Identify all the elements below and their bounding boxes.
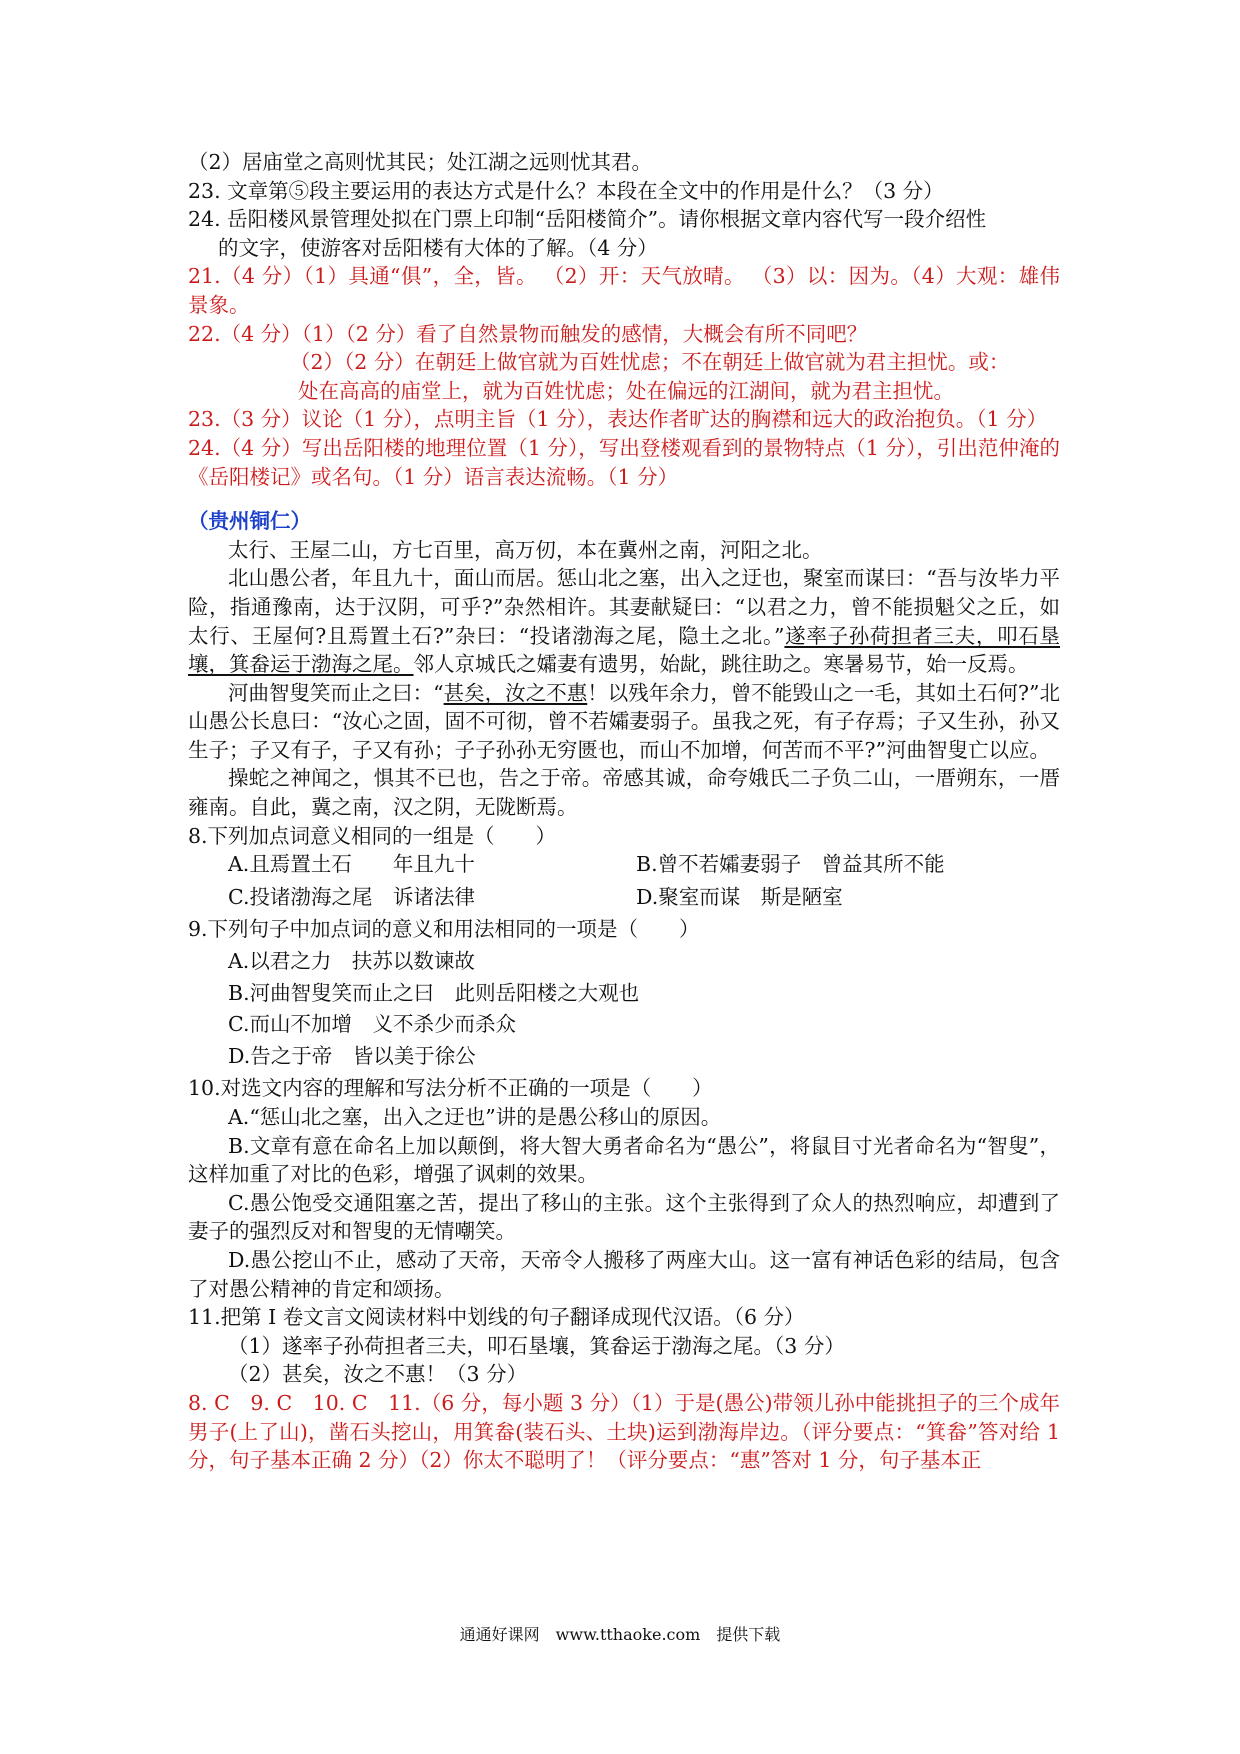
underlined-sentence-1: 遂率子孙荷担者三夫，叩石垦壤，箕畚运于渤海之尾。	[188, 623, 1060, 677]
option-c: C.投诸渤海之尾 诉诸法律	[228, 884, 475, 909]
question-24: 24. 岳阳楼风景管理处拟在门票上印制“岳阳楼简介”。请你根据文章内容代写一段介绍性	[188, 207, 987, 232]
passage-paragraph-2	[188, 564, 1060, 678]
answer-22-part2: （2）（2 分）在朝廷上做官就为百姓忧虑；不在朝廷上做官就为君主担忧。或：	[290, 350, 1010, 375]
passage-text: 邻人京城氏之孀妻有遗男，始龀，跳往助之。寒暑易节，始一反焉。	[413, 652, 1029, 677]
answers-8-11: 8. C 9. C 10. C 11.（6 分，每小题 3 分）（1）于是(愚公)带领儿孙中能挑担子的三个成年男子(上了山)，凿石头挖山，用箕畚(装石头、土块)运到渤海岸边。（评分要点：“箕畚”答对给 1 分，句子基本正确 2 分）（2）你太不聪明了！（评分要点：“惠”答对 1 分，句子基本正	[188, 1390, 1060, 1473]
page-footer: 通通好课网 www.tthaoke.com 提供下载	[459, 1625, 781, 1644]
question-8-options-cd	[188, 883, 1060, 912]
question-9: 9.下列句子中加点词的意义和用法相同的一项是（ ）	[188, 917, 700, 942]
question-11-sub-2: （2）甚矣，汝之不惠！（3 分）	[228, 1362, 528, 1387]
underlined-sentence-2: 甚矣，汝之不惠	[443, 680, 588, 705]
answer-22: 22.（4 分）（1）（2 分）看了自然景物而触发的感情，大概会有所不同吧？	[188, 321, 868, 346]
option-a: A.以君之力 扶苏以数谏故	[228, 949, 475, 974]
question-8-options-ab	[188, 850, 1060, 879]
document-page	[188, 148, 1060, 1475]
text-line: （2）居庙堂之高则忧其民；处江湖之远则忧其君。	[188, 150, 653, 174]
option-a: A.且焉置土石 年且九十	[228, 852, 475, 877]
answer-24: 24.（4 分）写出岳阳楼的地理位置（1 分），写出登楼观看到的景物特点（1 分），引出范仲淹的《岳阳楼记》或名句。（1 分）语言表达流畅。（1 分）	[188, 435, 1060, 489]
option-b: B.曾不若孀妻弱子 曾益其所不能	[636, 852, 945, 877]
option-c: C.而山不加增 义不杀少而杀众	[228, 1012, 516, 1037]
option-a: A.“惩山北之塞，出入之迂也”讲的是愚公移山的原因。	[228, 1105, 722, 1129]
passage-text: ！以残年余力，曾不能毁山之一毛，其如土石何?”北山愚公长息曰：“汝心之固，固不可彻，曾不若孀妻弱子。虽我之死，有子存焉；子又生孙，孙又生子；子又有子，子又有孙；子子孙孙无穷匮也，而山不加增，何苦而不平?”河曲智叟亡以应。	[188, 680, 1060, 762]
question-8: 8.下列加点词意义相同的一组是（ ）	[188, 823, 557, 848]
question-10: 10.对选文内容的理解和写法分析不正确的一项是（ ）	[188, 1076, 713, 1101]
option-d: D.愚公挖山不止，感动了天帝，天帝令人搬移了两座大山。这一富有神话色彩的结局，包含了对愚公精神的肯定和颂扬。	[188, 1247, 1060, 1301]
option-d: D.告之于帝 皆以美于徐公	[228, 1043, 476, 1068]
passage-paragraph-4: 操蛇之神闻之，惧其不已也，告之于帝。帝感其诚，命夸娥氏二子负二山，一厝朔东，一厝雍南。自此，冀之南，汉之阴，无陇断焉。	[188, 766, 1060, 820]
passage-paragraph-1: 太行、王屋二山，方七百里，高万仞，本在冀州之南，河阳之北。	[228, 537, 823, 562]
question-23: 23. 文章第⑤段主要运用的表达方式是什么？本段在全文中的作用是什么？（3 分）	[188, 178, 944, 203]
section-title: （贵州铜仁）	[188, 509, 311, 534]
question-11: 11.把第 I 卷文言文阅读材料中划线的句子翻译成现代汉语。（6 分）	[188, 1305, 805, 1330]
option-b: B.河曲智叟笑而止之曰 此则岳阳楼之大观也	[228, 980, 640, 1005]
option-d: D.聚室而谋 斯是陋室	[636, 884, 843, 909]
option-c: C.愚公饱受交通阻塞之苦，提出了移山的主张。这个主张得到了众人的热烈响应，却遭到了妻子的强烈反对和智叟的无情嘲笑。	[188, 1190, 1060, 1244]
question-11-sub-1: （1）遂率子孙荷担者三夫，叩石垦壤，箕畚运于渤海之尾。（3 分）	[228, 1333, 845, 1358]
answer-23: 23.（3 分）议论（1 分），点明主旨（1 分），表达作者旷达的胸襟和远大的政治抱负。（1 分）	[188, 407, 1048, 432]
option-b: B.文章有意在命名上加以颠倒，将大智大勇者命名为“愚公”，将鼠目寸光者命名为“智叟”，这样加重了对比的色彩，增强了讽刺的效果。	[188, 1133, 1060, 1187]
passage-text: 河曲智叟笑而止之曰：“	[228, 680, 444, 705]
question-24-cont: 的文字，使游客对岳阳楼有大体的了解。（4 分）	[218, 235, 658, 260]
answer-21: 21.（4 分）（1）具通“俱”，全，皆。 （2）开：天气放晴。 （3）以：因为。（4）大观：雄伟景象。	[188, 264, 1060, 317]
answer-22-part3: 处在高高的庙堂上，就为百姓忧虑；处在偏远的江湖间，就为君主担忧。	[298, 378, 954, 403]
passage-text: 北山愚公者，年且九十，面山而居。惩山北之塞，出入之迂也，聚室而谋曰：“吾与汝毕力平险，指通豫南，达于汉阴，可乎?”杂然相许。其妻献疑曰：“以君之力，曾不能损魁父之丘，如太行、王屋何?且焉置土石?”杂曰：“投诸渤海之尾，隐土之北。”	[188, 566, 1060, 648]
passage-paragraph-3	[188, 679, 1060, 765]
